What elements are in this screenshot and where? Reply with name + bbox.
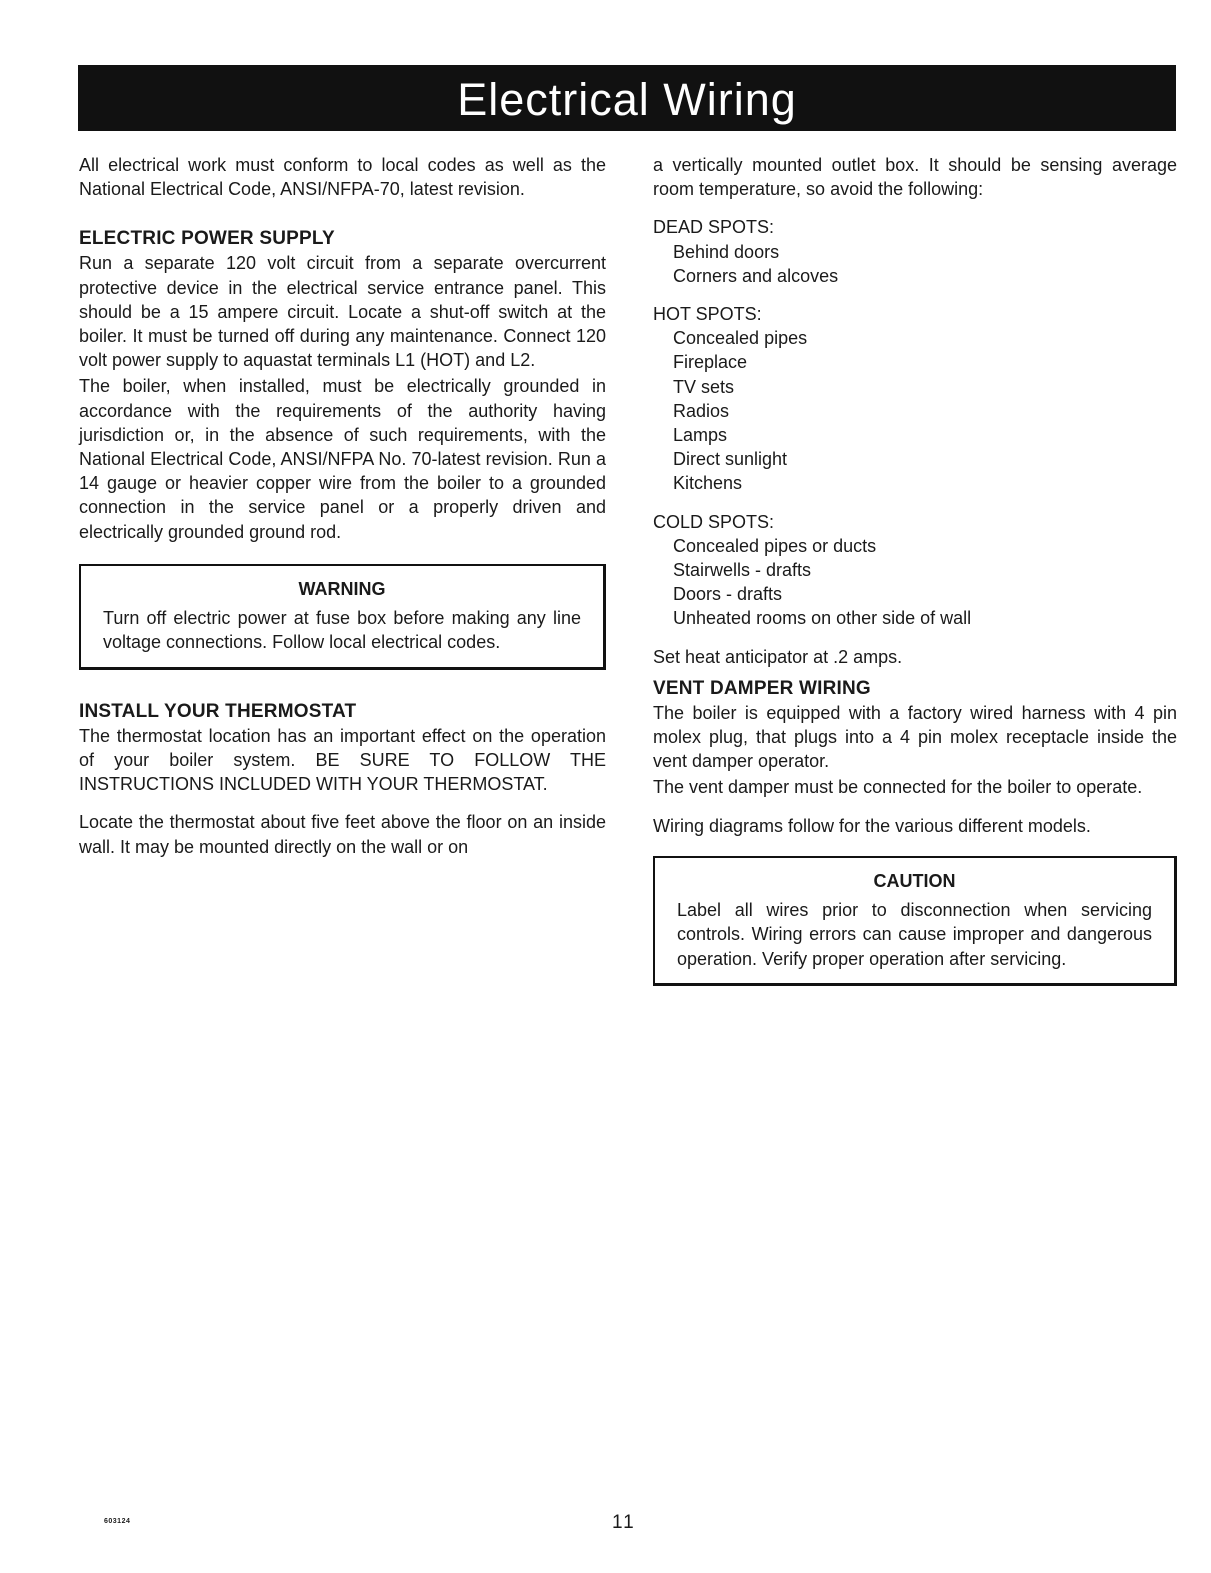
list-item: TV sets [673, 376, 735, 397]
vent-damper-heading: VENT DAMPER WIRING [653, 677, 871, 699]
intro-paragraph: All electrical work must conform to local codes as well as the National Electrical Code, ANSI/NFPA-70, latest revision. [79, 155, 606, 200]
caution-box [653, 856, 1177, 987]
title-bar [78, 65, 1176, 131]
hot-spots-title: HOT SPOTS: [653, 304, 762, 325]
wiring-diagrams-note: Wiring diagrams follow for the various different models. [653, 815, 1091, 836]
warning-box [79, 564, 606, 670]
left-column [79, 153, 606, 859]
list-item: Concealed pipes [673, 328, 808, 349]
cold-spots-list [653, 534, 1177, 631]
list-item: Stairwells - drafts [673, 560, 812, 581]
list-item: Behind doors [673, 241, 780, 262]
vent-damper-paragraph-2: The vent damper must be connected for the boiler to operate. [653, 777, 1143, 798]
dead-spots-list [653, 240, 1177, 288]
list-item: Fireplace [673, 352, 748, 373]
list-item: Doors - drafts [673, 584, 783, 605]
hot-spots-group [653, 302, 1177, 496]
warning-text: Turn off electric power at fuse box before making any line voltage connections. Follow local electrical codes. [103, 607, 581, 653]
warning-title: WARNING [298, 578, 386, 599]
list-item: Direct sunlight [673, 449, 788, 470]
list-item: Corners and alcoves [673, 265, 839, 286]
list-item: Radios [673, 400, 730, 421]
thermostat-heading: INSTALL YOUR THERMOSTAT [79, 700, 357, 722]
cold-spots-group [653, 510, 1177, 631]
power-supply-heading: ELECTRIC POWER SUPPLY [79, 228, 335, 250]
power-supply-paragraph-2: The boiler, when installed, must be electrically grounded in accordance with the requirements of the authority having jurisdiction or, in the absence of such requirements, with the National Electrical Code, ANSI/NFPA No. 70-latest revision. Run a 14 gauge or heavier copper wire from the boiler to a grounded connection in the service panel or a properly driven and electrically grounded ground rod. [79, 376, 606, 542]
list-item: Kitchens [673, 473, 743, 494]
power-supply-paragraph-1: Run a separate 120 volt circuit from a separate overcurrent protective device in the electrical service entrance panel. This should be a 15 ampere circuit. Locate a shut-off switch at the boiler. It must be turned off during any maintenance. Connect 120 volt power supply to aquastat terminals L1 (HOT) and L2. [79, 253, 606, 371]
list-item: Concealed pipes or ducts [673, 535, 877, 556]
anticipator-note: Set heat anticipator at .2 amps. [653, 646, 903, 667]
document-code: 603124 [104, 1518, 131, 1525]
list-item: Lamps [673, 425, 728, 446]
right-column [653, 153, 1177, 986]
caution-text: Label all wires prior to disconnection when servicing controls. Wiring errors can cause improper and dangerous operation. Verify proper operation after servicing. [677, 899, 1152, 969]
thermostat-paragraph-1: The thermostat location has an important effect on the operation of your boiler system. BE SURE TO FOLLOW THE INSTRUCTIONS INCLUDED WITH YOUR THERMOSTAT. [79, 725, 606, 795]
list-item: Unheated rooms on other side of wall [673, 608, 972, 629]
dead-spots-group [653, 215, 1177, 288]
hot-spots-list [653, 326, 1177, 495]
dead-spots-title: DEAD SPOTS: [653, 217, 775, 238]
caution-title: CAUTION [873, 870, 956, 891]
thermostat-paragraph-2: Locate the thermostat about five feet above the floor on an inside wall. It may be mounted directly on the wall or on [79, 812, 606, 857]
vent-damper-paragraph-1: The boiler is equipped with a factory wired harness with 4 pin molex plug, that plugs into a 4 pin molex receptacle inside the vent damper operator. [653, 702, 1177, 772]
page-title: Electrical Wiring [457, 73, 797, 125]
cold-spots-title: COLD SPOTS: [653, 511, 775, 532]
continuation-paragraph: a vertically mounted outlet box. It should be sensing average room temperature, so avoid the following: [653, 155, 1177, 200]
page-number: 11 [612, 1512, 636, 1533]
